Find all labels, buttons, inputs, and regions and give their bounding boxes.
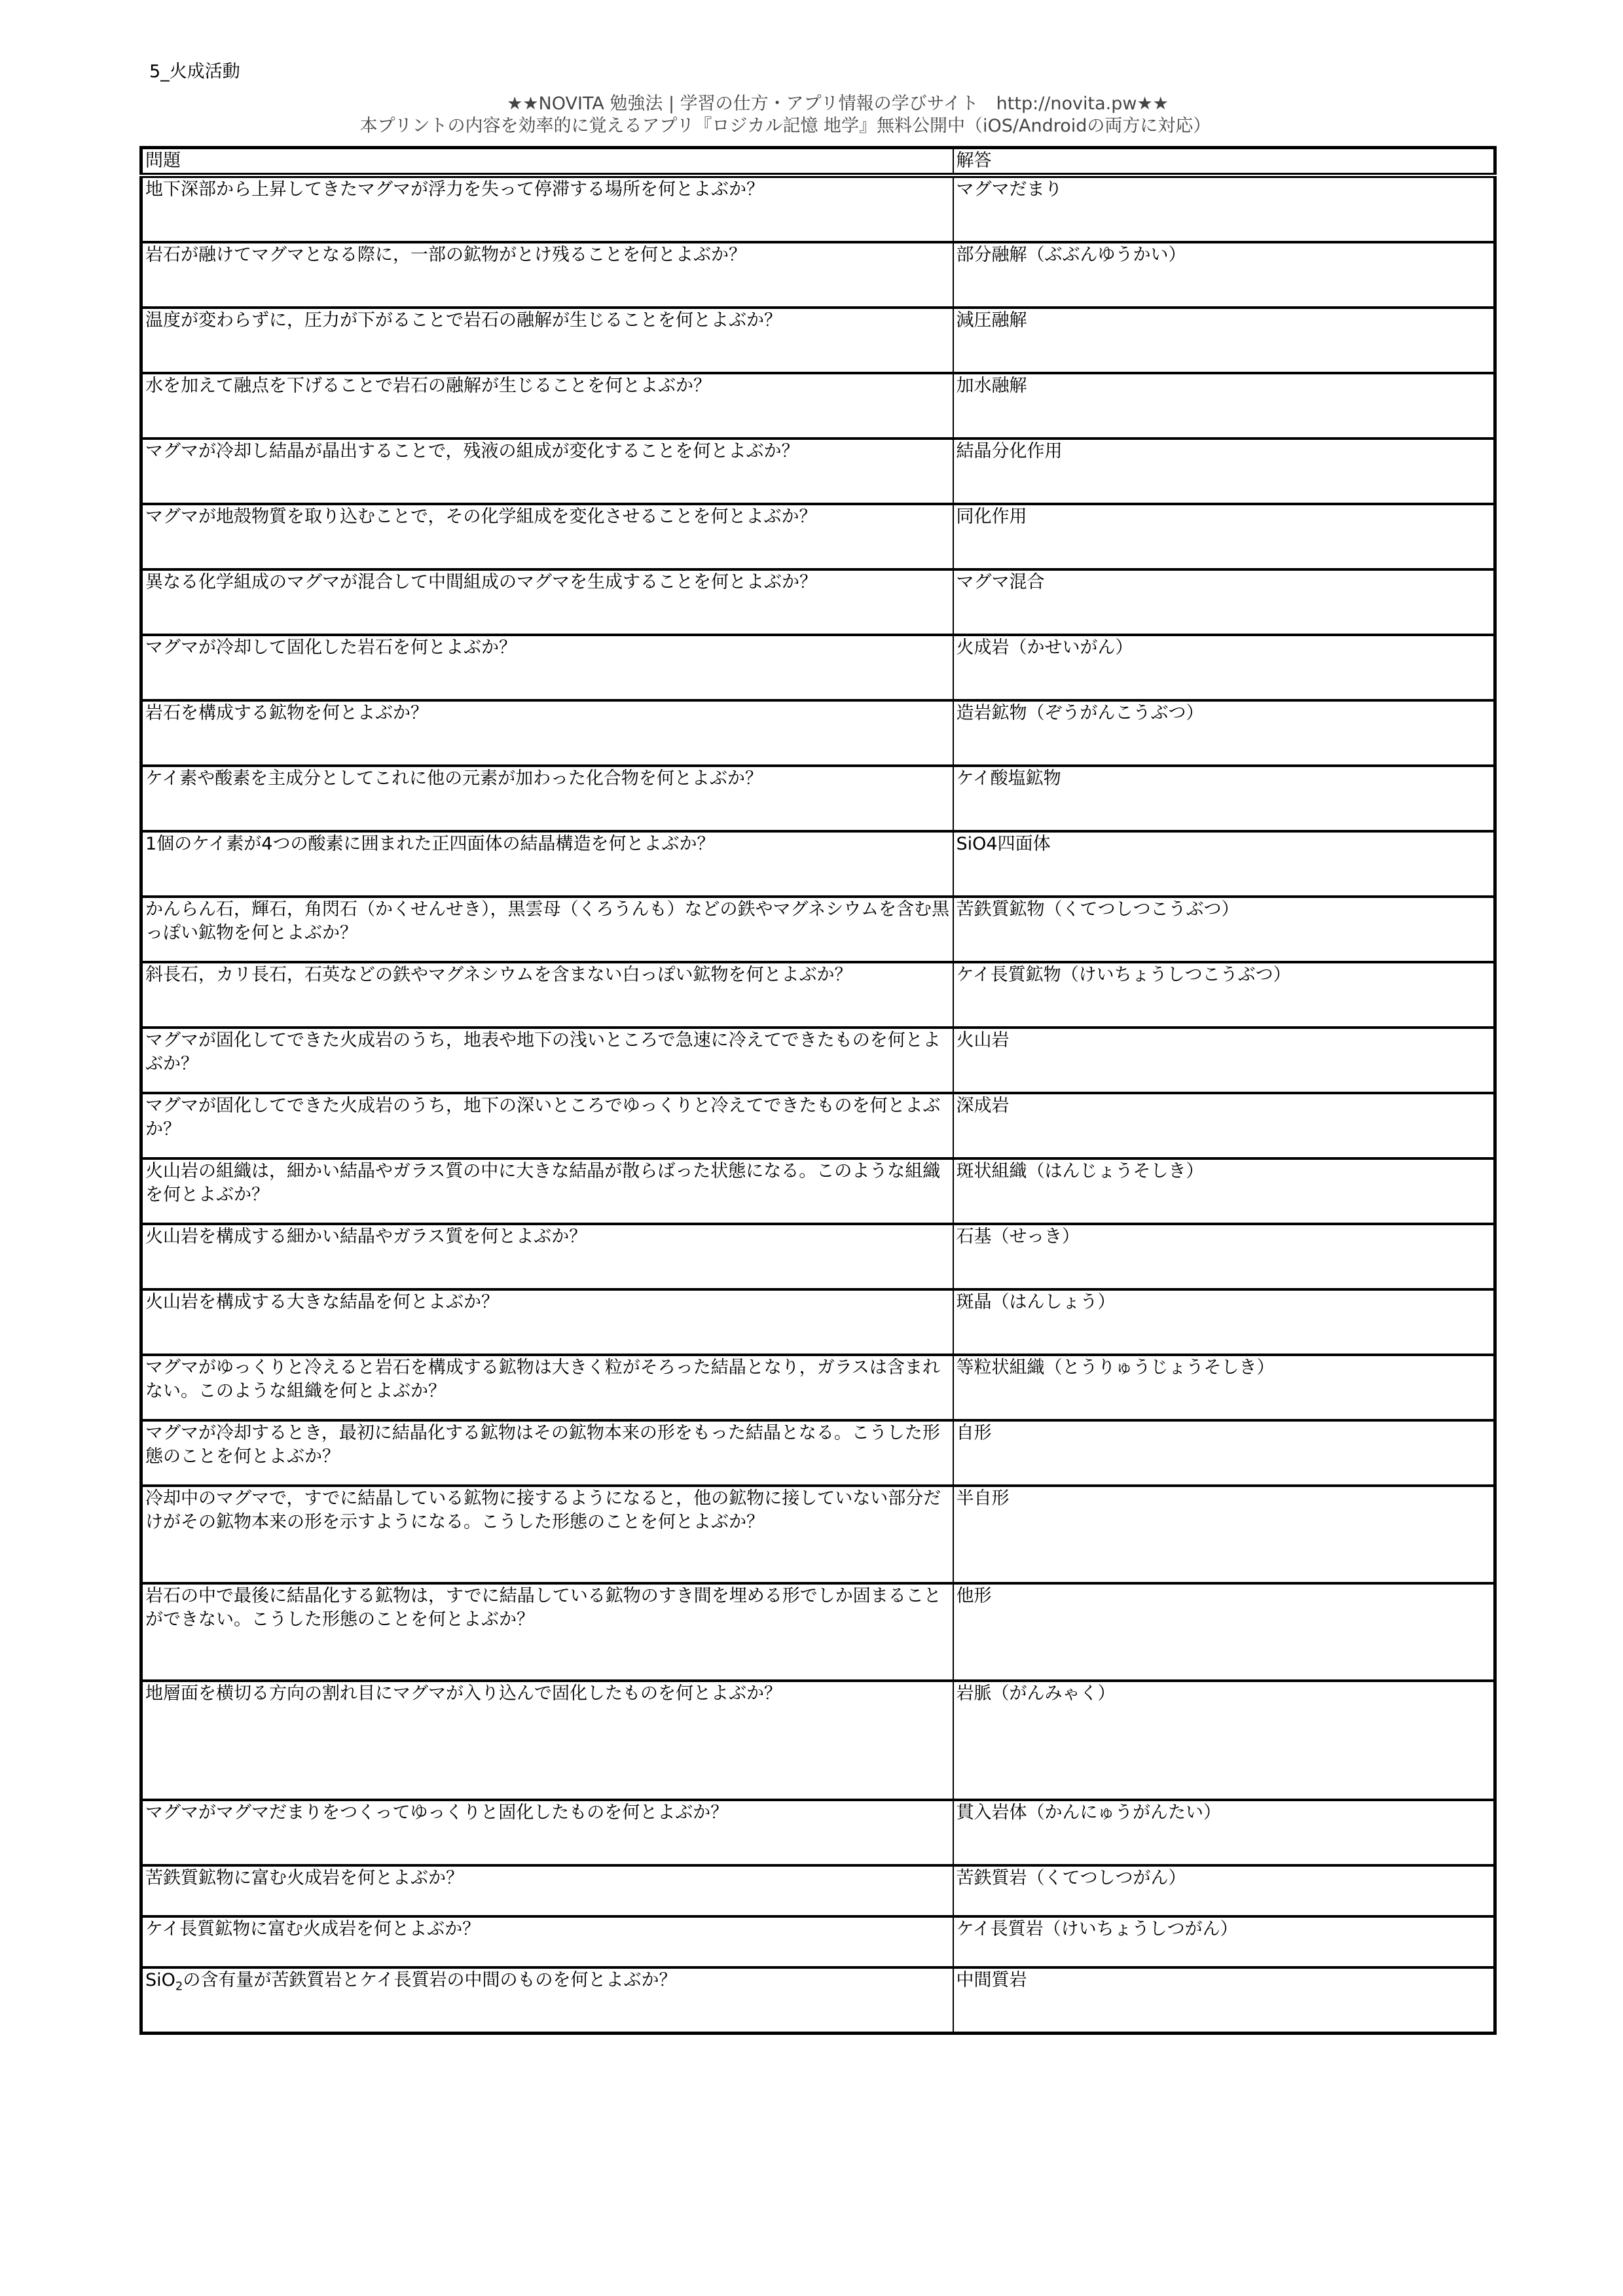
table-row bbox=[141, 1093, 1495, 1158]
answer-cell: マグマ混合 bbox=[953, 569, 1495, 635]
answer-cell: 苦鉄質鉱物（くてつしつこうぶつ） bbox=[953, 897, 1495, 962]
table-row bbox=[141, 1158, 1495, 1224]
question-cell: 斜長石，カリ長石，石英などの鉄やマグネシウムを含まない白っぽい鉱物を何とよぶか？ bbox=[141, 962, 953, 1028]
answer-cell: ケイ酸塩鉱物 bbox=[953, 766, 1495, 831]
question-cell: かんらん石，輝石，角閃石（かくせんせき），黒雲母（くろうんも）などの鉄やマグネシウムを含む黒っぽい鉱物を何とよぶか？ bbox=[141, 897, 953, 962]
answer-cell: 斑晶（はんしょう） bbox=[953, 1289, 1495, 1355]
table-row bbox=[141, 1486, 1495, 1583]
sheet-label: 5_火成活動 bbox=[149, 62, 240, 82]
answer-cell: マグマだまり bbox=[953, 175, 1495, 242]
question-cell: 水を加えて融点を下げることで岩石の融解が生じることを何とよぶか？ bbox=[141, 373, 953, 439]
question-cell: マグマがマグマだまりをつくってゆっくりと固化したものを何とよぶか？ bbox=[141, 1800, 953, 1865]
question-cell: マグマが固化してできた火成岩のうち，地表や地下の浅いところで急速に冷えてできたものを何とよぶか？ bbox=[141, 1028, 953, 1093]
question-cell bbox=[141, 1967, 953, 2034]
answer-cell: 岩脈（がんみゃく） bbox=[953, 1681, 1495, 1800]
question-cell: 冷却中のマグマで，すでに結晶している鉱物に接するようになると，他の鉱物に接していない部分だけがその鉱物本来の形を示すようになる。こうした形態のことを何とよぶか？ bbox=[141, 1486, 953, 1583]
answer-cell: 火成岩（かせいがん） bbox=[953, 635, 1495, 700]
question-cell: マグマが固化してできた火成岩のうち，地下の深いところでゆっくりと冷えてできたものを何とよぶか？ bbox=[141, 1093, 953, 1158]
answer-cell: 加水融解 bbox=[953, 373, 1495, 439]
answer-cell: 自形 bbox=[953, 1420, 1495, 1486]
answer-cell: 中間質岩 bbox=[953, 1967, 1495, 2034]
answer-cell: 造岩鉱物（ぞうがんこうぶつ） bbox=[953, 700, 1495, 766]
table-row bbox=[141, 1681, 1495, 1800]
question-cell: 岩石の中で最後に結晶化する鉱物は，すでに結晶している鉱物のすき間を埋める形でしか固まることができない。こうした形態のことを何とよぶか？ bbox=[141, 1583, 953, 1681]
answer-cell: 部分融解（ぶぶんゆうかい） bbox=[953, 242, 1495, 308]
question-cell: 温度が変わらずに，圧力が下がることで岩石の融解が生じることを何とよぶか？ bbox=[141, 308, 953, 373]
table-row bbox=[141, 962, 1495, 1028]
table-row bbox=[141, 175, 1495, 242]
table-row bbox=[141, 1224, 1495, 1289]
table-row bbox=[141, 242, 1495, 308]
table-row bbox=[141, 700, 1495, 766]
answer-cell: ケイ長質鉱物（けいちょうしつこうぶつ） bbox=[953, 962, 1495, 1028]
table-row bbox=[141, 1916, 1495, 1967]
question-cell: マグマが冷却して固化した岩石を何とよぶか？ bbox=[141, 635, 953, 700]
table-row bbox=[141, 1289, 1495, 1355]
table-row bbox=[141, 504, 1495, 569]
answer-cell: 半自形 bbox=[953, 1486, 1495, 1583]
question-cell: マグマがゆっくりと冷えると岩石を構成する鉱物は大きく粒がそろった結晶となり，ガラスは含まれない。このような組織を何とよぶか？ bbox=[141, 1355, 953, 1420]
question-cell: 苦鉄質鉱物に富む火成岩を何とよぶか？ bbox=[141, 1865, 953, 1916]
sio2-prefix: SiO bbox=[145, 1970, 175, 1990]
banner-line-1: ★★NOVITA 勉強法 | 学習の仕方・アプリ情報の学びサイト http://novita.pw★★ bbox=[507, 94, 1169, 114]
table-row bbox=[141, 1028, 1495, 1093]
question-cell: ケイ素や酸素を主成分としてこれに他の元素が加わった化合物を何とよぶか？ bbox=[141, 766, 953, 831]
question-cell: 1個のケイ素が4つの酸素に囲まれた正四面体の結晶構造を何とよぶか？ bbox=[141, 831, 953, 897]
question-cell: 火山岩の組織は，細かい結晶やガラス質の中に大きな結晶が散らばった状態になる。このような組織を何とよぶか？ bbox=[141, 1158, 953, 1224]
question-cell: 火山岩を構成する大きな結晶を何とよぶか？ bbox=[141, 1289, 953, 1355]
question-cell: 火山岩を構成する細かい結晶やガラス質を何とよぶか？ bbox=[141, 1224, 953, 1289]
answer-cell: 深成岩 bbox=[953, 1093, 1495, 1158]
table-row bbox=[141, 1800, 1495, 1865]
table-header-row bbox=[141, 148, 1495, 176]
question-cell: 地下深部から上昇してきたマグマが浮力を失って停滞する場所を何とよぶか？ bbox=[141, 175, 953, 242]
subscript-2: 2 bbox=[175, 1979, 183, 1994]
answer-cell: ケイ長質岩（けいちょうしつがん） bbox=[953, 1916, 1495, 1967]
table-row bbox=[141, 897, 1495, 962]
table-row bbox=[141, 373, 1495, 439]
table-row bbox=[141, 635, 1495, 700]
answer-cell: 結晶分化作用 bbox=[953, 439, 1495, 504]
question-rest: の含有量が苦鉄質岩とケイ長質岩の中間のものを何とよぶか？ bbox=[183, 1970, 677, 1990]
table-row bbox=[141, 1355, 1495, 1420]
answer-cell: 同化作用 bbox=[953, 504, 1495, 569]
question-cell: ケイ長質鉱物に富む火成岩を何とよぶか？ bbox=[141, 1916, 953, 1967]
question-cell: 岩石を構成する鉱物を何とよぶか？ bbox=[141, 700, 953, 766]
table-row bbox=[141, 569, 1495, 635]
qa-table bbox=[139, 146, 1497, 2035]
answer-cell: 石基（せっき） bbox=[953, 1224, 1495, 1289]
question-cell: マグマが冷却するとき，最初に結晶化する鉱物はその鉱物本来の形をもった結晶となる。こうした形態のことを何とよぶか？ bbox=[141, 1420, 953, 1486]
answer-cell: 貫入岩体（かんにゅうがんたい） bbox=[953, 1800, 1495, 1865]
question-cell: 異なる化学組成のマグマが混合して中間組成のマグマを生成することを何とよぶか？ bbox=[141, 569, 953, 635]
table-row bbox=[141, 766, 1495, 831]
table-row bbox=[141, 831, 1495, 897]
header-question: 問題 bbox=[141, 148, 953, 176]
answer-cell: 等粒状組織（とうりゅうじょうそしき） bbox=[953, 1355, 1495, 1420]
answer-cell: 苦鉄質岩（くてつしつがん） bbox=[953, 1865, 1495, 1916]
table-row bbox=[141, 439, 1495, 504]
answer-cell: 他形 bbox=[953, 1583, 1495, 1681]
answer-cell: 減圧融解 bbox=[953, 308, 1495, 373]
table-row bbox=[141, 1967, 1495, 2034]
question-cell: 岩石が融けてマグマとなる際に，一部の鉱物がとけ残ることを何とよぶか？ bbox=[141, 242, 953, 308]
answer-cell: 斑状組織（はんじょうそしき） bbox=[953, 1158, 1495, 1224]
table-row bbox=[141, 1420, 1495, 1486]
answer-cell: SiO4四面体 bbox=[953, 831, 1495, 897]
header-answer: 解答 bbox=[953, 148, 1495, 176]
table-row bbox=[141, 1865, 1495, 1916]
table-row bbox=[141, 308, 1495, 373]
table-row bbox=[141, 1583, 1495, 1681]
banner-line-2: 本プリントの内容を効率的に覚えるアプリ『ロジカル記憶 地学』無料公開中（iOS/Androidの両方に対応） bbox=[359, 116, 1211, 136]
answer-cell: 火山岩 bbox=[953, 1028, 1495, 1093]
question-cell: マグマが地殻物質を取り込むことで，その化学組成を変化させることを何とよぶか？ bbox=[141, 504, 953, 569]
question-cell: マグマが冷却し結晶が晶出することで，残液の組成が変化することを何とよぶか？ bbox=[141, 439, 953, 504]
question-cell: 地層面を横切る方向の割れ目にマグマが入り込んで固化したものを何とよぶか？ bbox=[141, 1681, 953, 1800]
